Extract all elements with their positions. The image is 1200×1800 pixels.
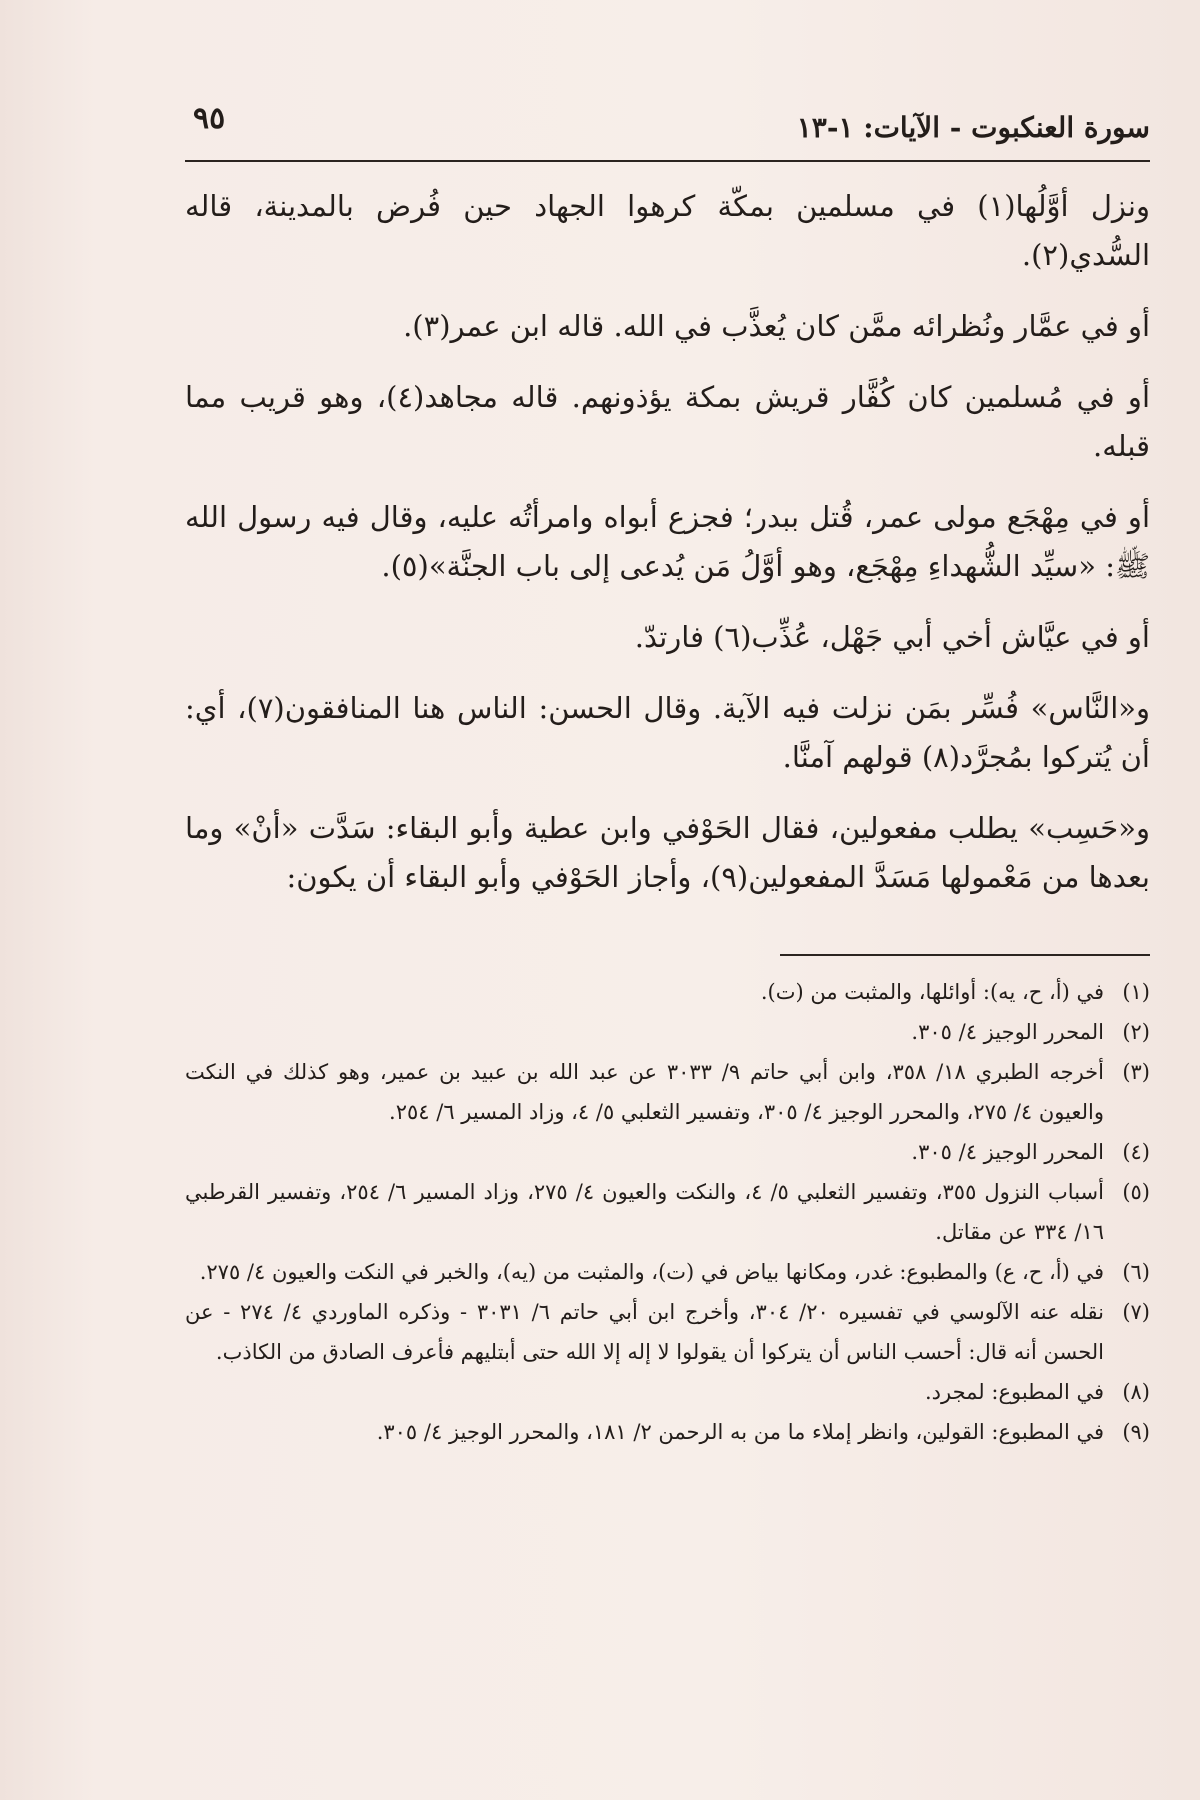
footnote-number: (٥) [1122,1180,1150,1204]
footnote-number: (٦) [1122,1260,1150,1284]
paragraph: ونزل أوَّلُها(١) في مسلمين بمكّة كرهوا الجهاد حين فُرض بالمدينة، قاله السُّدي(٢). [185,189,1151,272]
main-text [185,182,1150,924]
paragraph: أو في عيَّاش أخي أبي جَهْل، عُذِّب(٦) فارتدّ. [634,620,1150,654]
footnotes [185,972,1150,1452]
footnote-item [185,1132,1150,1172]
footnote-number: (٤) [1122,1140,1150,1164]
footnote-item [185,1012,1150,1052]
footnote-item [185,1172,1150,1252]
footnote-text: في (أ، ح، يه): أوائلها، والمثبت من (ت). [760,980,1104,1004]
footnote-text: المحرر الوجيز ٤/ ٣٠٥. [911,1140,1104,1164]
footnote-number: (٣) [1122,1060,1150,1084]
footnote-number: (١) [1122,980,1150,1004]
header-divider [185,160,1150,162]
footnote-number: (٨) [1122,1380,1150,1404]
footnote-item [185,1292,1150,1372]
footnote-item [185,1372,1150,1412]
footnote-item [185,1252,1150,1292]
page-header [185,95,1150,165]
paragraph: و«حَسِب» يطلب مفعولين، فقال الحَوْفي وابن عطية وأبو البقاء: سَدَّت «أنْ» وما بعدها من مَعْمولها مَسَدَّ المفعولين(٩)، وأجاز الحَوْفي وأبو البقاء أن يكون: [185,811,1150,894]
paragraph: أو في عمَّار ونُظرائه ممَّن كان يُعذَّب في الله. قاله ابن عمر(٣). [403,309,1150,343]
footnote-text: نقله عنه الآلوسي في تفسيره ٢٠/ ٣٠٤، وأخرج ابن أبي حاتم ٦/ ٣٠٣١ - وذكره الماوردي ٤/ ٢٧٤ - عن الحسن أنه قال: أحسب الناس أن يتركوا أن يقولوا لا إله إلا الله حتى أبتليهم فأعرف الصادق من الكاذب. [185,1300,1104,1364]
footnote-text: في المطبوع: لمجرد. [925,1380,1104,1404]
paragraph: أو في مُسلمين كان كُفَّار قريش بمكة يؤذونهم. قاله مجاهد(٤)، وهو قريب مما قبله. [185,380,1150,463]
footnote-text: في المطبوع: القولين، وانظر إملاء ما من به الرحمن ٢/ ١٨١، والمحرر الوجيز ٤/ ٣٠٥. [376,1420,1104,1444]
running-title: سورة العنكبوت - الآيات: ١-١٣ [796,111,1150,144]
footnote-number: (٩) [1122,1420,1150,1444]
footnote-text: المحرر الوجيز ٤/ ٣٠٥. [911,1020,1104,1044]
page-number: ٩٥ [193,101,226,136]
paragraph: أو في مِهْجَع مولى عمر، قُتل ببدر؛ فجزع أبواه وامرأتُه عليه، وقال فيه رسول الله ﷺ: «سيِّد الشُّهداءِ مِهْجَع، وهو أوَّلُ مَن يُدعى إلى باب الجنَّة»(٥). [185,500,1150,583]
footnote-text: أخرجه الطبري ١٨/ ٣٥٨، وابن أبي حاتم ٩/ ٣٠٣٣ عن عبد الله بن عبيد بن عمير، وهو كذلك في النكت والعيون ٤/ ٢٧٥، والمحرر الوجيز ٤/ ٣٠٥، وتفسير الثعلبي ٥/ ٤، وزاد المسير ٦/ ٢٥٤. [185,1060,1104,1124]
paragraph: و«النَّاس» فُسِّر بمَن نزلت فيه الآية. وقال الحسن: الناس هنا المنافقون(٧)، أي: أن يُتركوا بمُجرَّد(٨) قولهم آمنَّا. [185,691,1150,774]
footnote-number: (٧) [1122,1300,1150,1324]
footnote-divider [780,954,1150,956]
footnote-number: (٢) [1122,1020,1150,1044]
footnote-text: في (أ، ح، ع) والمطبوع: غدر، ومكانها بياض في (ت)، والمثبت من (يه)، والخبر في النكت والعيون ٤/ ٢٧٥. [199,1260,1104,1284]
footnote-text: أسباب النزول ٣٥٥، وتفسير الثعلبي ٥/ ٤، والنكت والعيون ٤/ ٢٧٥، وزاد المسير ٦/ ٢٥٤، وتفسير القرطبي ١٦/ ٣٣٤ عن مقاتل. [185,1180,1104,1244]
footnote-item [185,972,1150,1012]
footnote-item [185,1412,1150,1452]
footnote-item [185,1052,1150,1132]
